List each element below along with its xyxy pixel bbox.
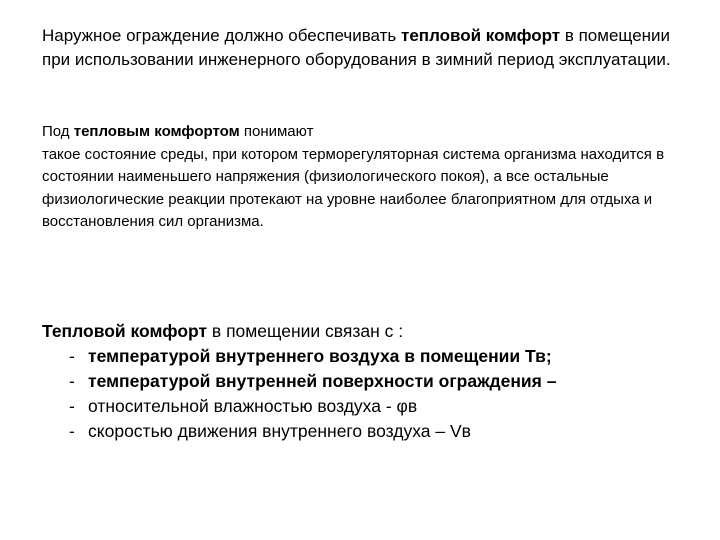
- list-dash: -: [69, 421, 75, 441]
- definition-lead-end: понимают: [239, 123, 314, 140]
- definition-lead: Под: [42, 123, 74, 140]
- list-dash: -: [69, 396, 75, 416]
- list-item: [42, 419, 702, 444]
- factors-list: [42, 344, 702, 444]
- list-item: [42, 394, 702, 419]
- factors-heading-text: в помещении связан с :: [207, 321, 404, 341]
- intro-term-thermal-comfort: тепловой комфорт: [401, 26, 561, 45]
- intro-text-end: в помещении при использовании инженерного оборудования в зимний период эксплуатации.: [42, 26, 671, 69]
- list-item-text: температурой внутренней поверхности ограждения –: [88, 371, 557, 391]
- definition-term: тепловым комфортом: [73, 123, 240, 140]
- list-item-text: скоростью движения внутреннего воздуха – Vв: [88, 421, 471, 441]
- definition-body: такое состояние среды, при котором терморегуляторная система организма находится в состоянии наименьшего напряжения (физиологического покоя), а все остальные физиологические реакции протекают на уровне наиболее благоприятном для отдыха и восстановления сил организма.: [42, 145, 665, 231]
- factors-term: Тепловой комфорт: [42, 321, 208, 341]
- factors-block: [42, 319, 702, 444]
- intro-paragraph: [42, 24, 682, 72]
- intro-text-start: Наружное ограждение должно обеспечивать: [42, 26, 402, 45]
- list-dash: -: [69, 346, 75, 366]
- definition-paragraph: [42, 121, 682, 234]
- list-dash: -: [69, 371, 75, 391]
- factors-heading: [42, 319, 702, 344]
- list-item: [42, 344, 702, 369]
- list-item: [42, 369, 702, 394]
- list-item-text: относительной влажностью воздуха - φв: [88, 396, 418, 416]
- list-item-text: температурой внутреннего воздуха в помещении Тв;: [88, 346, 552, 366]
